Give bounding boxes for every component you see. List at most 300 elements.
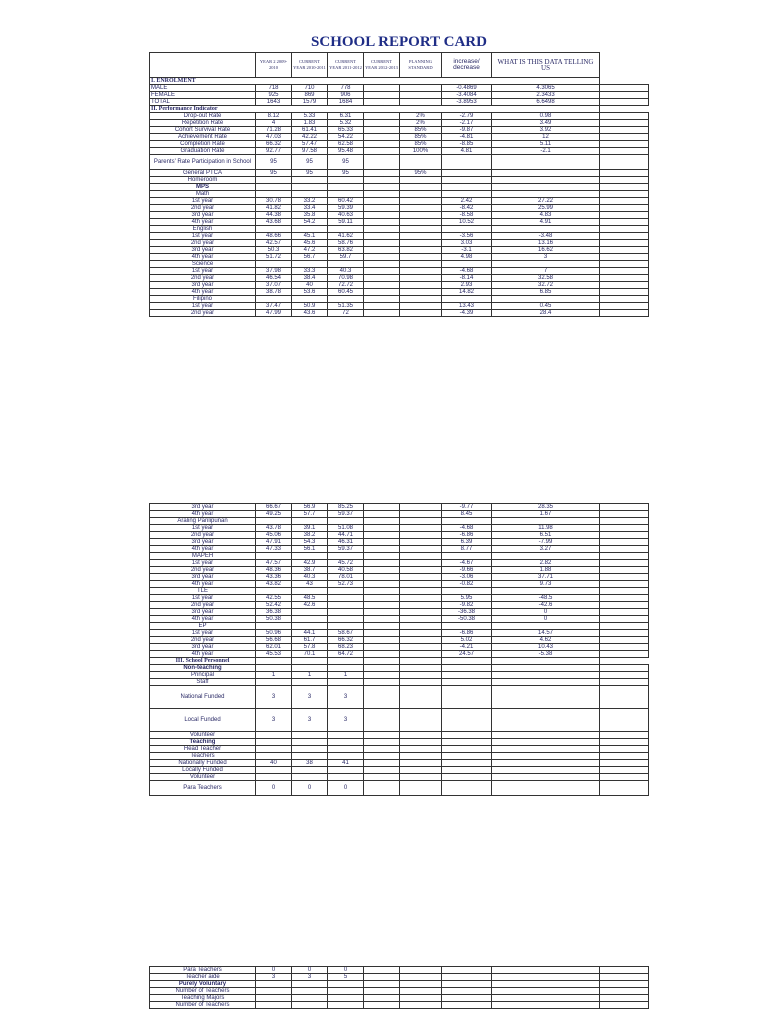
row-label: Locally Funded [150,767,256,774]
data-cell [256,753,292,760]
change-cell: -0.82 [442,581,492,588]
row-label: 3rd year [150,504,256,511]
change-cell: 24.57 [442,651,492,658]
comment-cell [600,268,649,275]
data-cell [364,296,400,303]
change-cell [442,553,492,560]
data-cell [400,310,442,317]
change-cell: -3.56 [442,233,492,240]
data-cell: 43.78 [256,525,292,532]
data-cell: 42.22 [292,134,328,141]
table-row [150,177,649,184]
data-cell [292,261,328,268]
change-cell [442,296,492,303]
data-cell: 50.9 [292,303,328,310]
row-label: Achievement Rate [150,134,256,141]
change-cell [442,981,492,988]
data-cell [400,774,442,781]
row-label: MAPEH [150,553,256,560]
column-header: PLANNING STANDARD [400,53,442,78]
data-cell [328,609,364,616]
change-cell: -4.81 [442,134,492,141]
comment-cell [600,781,649,796]
table-row [150,310,649,317]
table-row [150,981,649,988]
table-row [150,595,649,602]
data-cell [400,268,442,275]
comment-cell [600,595,649,602]
data-cell: 95 [292,155,328,170]
comment-cell [600,665,649,672]
comment-cell [600,99,649,106]
data-cell [364,672,400,679]
change-cell: 14.57 [492,630,600,637]
row-label: 3rd year [150,609,256,616]
data-cell: 42.57 [256,240,292,247]
table-row [150,672,649,679]
change-cell: 13.16 [492,240,600,247]
data-cell [364,99,400,106]
data-cell: 1 [328,672,364,679]
data-cell: 3 [292,686,328,709]
data-cell [256,296,292,303]
row-label: 1st year [150,233,256,240]
change-cell [442,623,492,630]
change-cell: 3.92 [492,127,600,134]
data-cell [292,767,328,774]
table-row [150,226,649,233]
row-label: 2nd year [150,205,256,212]
change-cell [492,781,600,796]
data-cell [256,226,292,233]
comment-cell [600,709,649,732]
report-table [149,52,649,317]
data-cell: 85.25 [328,504,364,511]
table-row [150,630,649,637]
change-cell [442,1002,492,1009]
data-cell [364,995,400,1002]
data-cell: 42.55 [256,595,292,602]
row-label: 3rd year [150,212,256,219]
comment-cell [600,651,649,658]
data-cell: 47.91 [256,539,292,546]
page-title: SCHOOL REPORT CARD [311,34,487,50]
change-cell [442,995,492,1002]
comment-cell [600,581,649,588]
data-cell [364,212,400,219]
data-cell [328,679,364,686]
table-row [150,974,649,981]
table-row [150,560,649,567]
data-cell: 40.63 [328,212,364,219]
row-label: Drop-out Rate [150,113,256,120]
comment-cell [600,127,649,134]
change-cell: -6.86 [442,532,492,539]
data-cell [364,275,400,282]
change-cell [442,184,492,191]
row-label: Science [150,261,256,268]
data-cell: 33.4 [292,205,328,212]
data-cell [256,658,292,665]
row-label: Teachers [150,753,256,760]
data-cell: 33.3 [292,268,328,275]
row-label: 1st year [150,198,256,205]
row-label: Staff [150,679,256,686]
data-cell [256,981,292,988]
data-cell: 56.68 [256,637,292,644]
row-label: Araling Panlipunan [150,518,256,525]
row-label: Volunteer [150,732,256,739]
comment-cell [600,686,649,709]
data-cell [400,261,442,268]
comment-cell [600,233,649,240]
change-cell: -3.4084 [442,92,492,99]
change-cell [492,760,600,767]
data-cell: 906 [328,92,364,99]
change-cell: 0.98 [492,113,600,120]
row-label: Teacher aide [150,974,256,981]
change-cell [442,672,492,679]
change-cell [442,679,492,686]
data-cell [364,191,400,198]
data-cell: 5.32 [328,120,364,127]
comment-cell [600,518,649,525]
data-cell [400,282,442,289]
change-cell [492,155,600,170]
change-cell: 13.43 [442,303,492,310]
data-cell [292,184,328,191]
table-row [150,191,649,198]
data-cell: 54.22 [328,134,364,141]
data-cell: 3 [328,709,364,732]
data-cell: 72.72 [328,282,364,289]
data-cell [400,760,442,767]
data-cell: 51.72 [256,254,292,261]
row-label: TOTAL [150,99,256,106]
change-cell: 16.62 [492,247,600,254]
column-header: YEAR 2 2009-2010 [256,53,292,78]
data-cell: 869 [292,92,328,99]
data-cell: 47.57 [256,560,292,567]
data-cell [400,205,442,212]
data-cell: 3 [292,974,328,981]
data-cell [364,581,400,588]
table-row [150,623,649,630]
data-cell: 45.53 [256,651,292,658]
row-label: Repetition Rate [150,120,256,127]
comment-cell [600,623,649,630]
comment-cell [600,732,649,739]
table-row [150,113,649,120]
table-row [150,988,649,995]
comment-cell [600,981,649,988]
comment-cell [600,974,649,981]
change-cell [492,739,600,746]
data-cell [364,760,400,767]
comment-cell [600,504,649,511]
data-cell [364,198,400,205]
data-cell [400,753,442,760]
data-cell: 710 [292,85,328,92]
data-cell [256,995,292,1002]
change-cell: -3.1 [442,247,492,254]
data-cell: 95 [256,170,292,177]
comment-cell [600,739,649,746]
table-row [150,148,649,155]
data-cell: 1 [256,672,292,679]
change-cell: 3 [492,254,600,261]
comment-cell [600,679,649,686]
data-cell: 49.25 [256,511,292,518]
change-cell: 2.82 [492,560,600,567]
comment-cell [600,261,649,268]
row-label: Math [150,191,256,198]
header-row [150,53,649,78]
data-cell: 95 [328,170,364,177]
change-cell [442,774,492,781]
row-label: Graduation Rate [150,148,256,155]
data-cell [292,623,328,630]
page-gap [0,850,768,966]
data-cell: 1643 [256,99,292,106]
change-cell [442,191,492,198]
change-cell: 8.45 [442,511,492,518]
data-cell: 62.58 [328,141,364,148]
data-cell: 51.35 [328,303,364,310]
data-cell [256,191,292,198]
data-cell: 44.38 [256,212,292,219]
change-cell: -6.86 [442,630,492,637]
data-cell: 50.3 [256,247,292,254]
change-cell: 4.3065 [492,85,600,92]
data-cell [292,981,328,988]
column-header: increase/ decrease [442,53,492,78]
data-cell [328,767,364,774]
data-cell: 100% [400,148,442,155]
comment-cell [600,240,649,247]
comment-cell [600,148,649,155]
change-cell [442,988,492,995]
data-cell [328,1002,364,1009]
change-cell: -4.68 [442,525,492,532]
data-cell: 59.7 [328,254,364,261]
change-cell: -9.77 [442,504,492,511]
data-cell: 66.32 [256,141,292,148]
data-cell [400,233,442,240]
comment-cell [600,205,649,212]
data-cell: 40.58 [328,567,364,574]
row-label: Completion Rate [150,141,256,148]
comment-cell [600,170,649,177]
data-cell: 3 [328,686,364,709]
data-cell [400,92,442,99]
table-row [150,141,649,148]
comment-cell [600,672,649,679]
data-cell: 54.2 [292,219,328,226]
change-cell [492,679,600,686]
change-cell [492,261,600,268]
data-cell: 97.58 [292,148,328,155]
data-cell [400,709,442,732]
comment-cell [600,247,649,254]
data-cell: 50.38 [256,616,292,623]
data-cell [292,658,328,665]
data-cell [364,630,400,637]
row-label: Teaching Majors [150,995,256,1002]
table-row [150,760,649,767]
data-cell [364,553,400,560]
data-cell [256,184,292,191]
data-cell [328,191,364,198]
data-cell [364,511,400,518]
data-cell: 3 [256,686,292,709]
table-row [150,1002,649,1009]
table-row [150,739,649,746]
data-cell: 59.37 [328,546,364,553]
table-row [150,967,649,974]
data-cell [292,553,328,560]
data-cell [292,191,328,198]
table-row [150,574,649,581]
data-cell [328,665,364,672]
change-cell: -3.48 [492,233,600,240]
table-row [150,282,649,289]
table-row [150,753,649,760]
data-cell [292,988,328,995]
data-cell: 6.31 [328,113,364,120]
table-row [150,120,649,127]
change-cell [492,177,600,184]
data-cell [328,623,364,630]
comment-cell [600,226,649,233]
change-cell: -36.38 [442,609,492,616]
data-cell [364,651,400,658]
table-row [150,581,649,588]
change-cell: 1.67 [492,511,600,518]
table-row [150,588,649,595]
change-cell: -2.1 [492,148,600,155]
data-cell: 95 [256,155,292,170]
change-cell [442,781,492,796]
row-label: Head Teacher [150,746,256,753]
change-cell: -9.82 [442,602,492,609]
data-cell [400,651,442,658]
data-cell [328,658,364,665]
row-label: 4th year [150,616,256,623]
row-label: 1st year [150,268,256,275]
data-cell [256,732,292,739]
data-cell [328,296,364,303]
data-cell: 48.66 [256,233,292,240]
change-cell: 2.3433 [492,92,600,99]
data-cell [292,226,328,233]
change-cell [492,623,600,630]
data-cell: 0 [328,967,364,974]
data-cell [400,974,442,981]
data-cell [364,644,400,651]
data-cell [328,595,364,602]
data-cell: 58.67 [328,630,364,637]
data-cell [364,588,400,595]
data-cell: 778 [328,85,364,92]
data-cell [364,574,400,581]
change-cell [442,967,492,974]
data-cell: 41.62 [328,233,364,240]
table-row [150,567,649,574]
change-cell [492,553,600,560]
change-cell: 1.88 [492,567,600,574]
data-cell: 38.2 [292,532,328,539]
data-cell [328,988,364,995]
data-cell [256,774,292,781]
row-label: 4th year [150,289,256,296]
change-cell [492,665,600,672]
table-row [150,525,649,532]
data-cell: 59.39 [328,205,364,212]
data-cell [400,511,442,518]
data-cell [364,539,400,546]
data-cell [364,532,400,539]
comment-cell [600,760,649,767]
comment-cell [600,141,649,148]
comment-cell [600,525,649,532]
data-cell: 95 [328,155,364,170]
data-cell: 57.8 [292,644,328,651]
data-cell: 66.67 [256,504,292,511]
row-label: 3rd year [150,247,256,254]
data-cell: 53.6 [292,289,328,296]
comment-cell [600,155,649,170]
table-row [150,247,649,254]
data-cell [364,240,400,247]
change-cell: 6.85 [492,289,600,296]
change-cell [442,760,492,767]
data-cell [400,1002,442,1009]
data-cell [400,746,442,753]
change-cell: 5.95 [442,595,492,602]
data-cell: 57.7 [292,511,328,518]
data-cell [364,184,400,191]
table-row [150,665,649,672]
data-cell: 46.54 [256,275,292,282]
data-cell [364,92,400,99]
table-row [150,616,649,623]
data-cell: 5.33 [292,113,328,120]
data-cell [292,296,328,303]
row-label: 2nd year [150,310,256,317]
data-cell [292,679,328,686]
change-cell: -48.5 [492,595,600,602]
change-cell: 5.02 [442,637,492,644]
column-header: CURRENT YEAR 2012-2013 [364,53,400,78]
table-row [150,127,649,134]
data-cell [400,560,442,567]
data-cell [256,746,292,753]
data-cell [400,177,442,184]
data-cell: 0 [256,967,292,974]
change-cell: -5.38 [492,651,600,658]
data-cell: 3 [256,709,292,732]
change-cell [492,184,600,191]
data-cell [492,658,600,665]
row-label: 2nd year [150,637,256,644]
data-cell [364,767,400,774]
comment-cell [600,254,649,261]
change-cell: -4.67 [442,560,492,567]
change-cell: -9.87 [442,127,492,134]
change-cell: 6.39 [442,539,492,546]
data-cell [400,247,442,254]
